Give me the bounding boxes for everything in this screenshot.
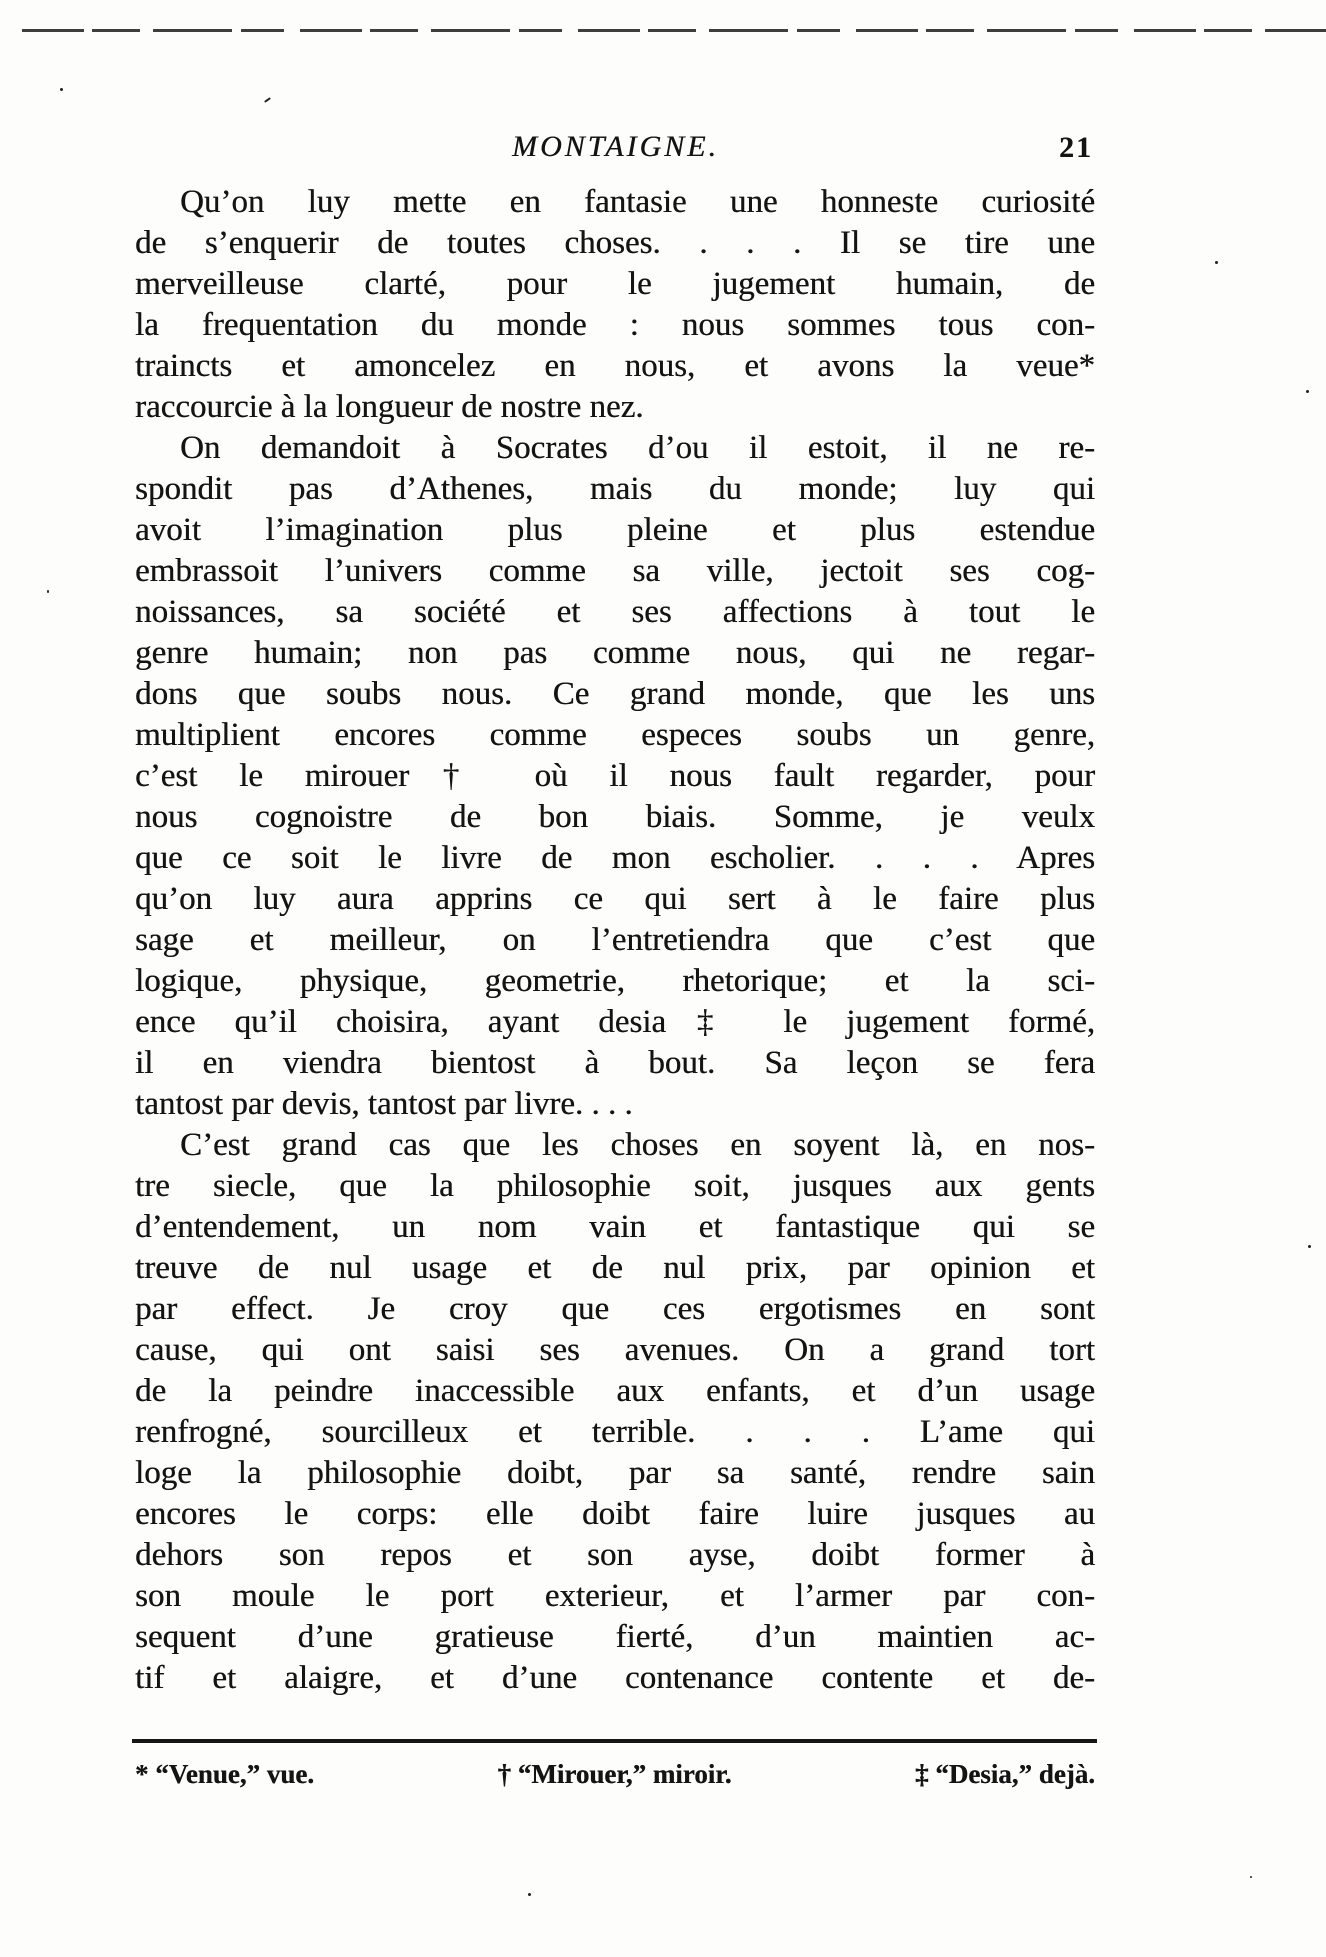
text-line: logique, physique, geometrie, rhetorique; et la sci- [135, 963, 1095, 999]
ink-speck [1306, 390, 1309, 393]
text-line: spondit pas d’Athenes, mais du monde; luy qui [135, 471, 1095, 507]
scan-edge-artifact [22, 29, 1326, 32]
text-line: son moule le port exterieur, et l’armer par con- [135, 1578, 1095, 1614]
text-line: raccourcie à la longueur de nostre nez. [135, 389, 644, 425]
ink-speck [47, 590, 49, 593]
text-line: ence qu’il choisira, ayant desia‡ le jugement formé, [135, 1004, 1095, 1040]
text-line: d’entendement, un nom vain et fantastique qui se [135, 1209, 1095, 1245]
text-line: c’est le mirouer† où il nous fault regarder, pour [135, 758, 1095, 794]
text-line: par effect. Je croy que ces ergotismes en sont [135, 1291, 1095, 1327]
text-line: sage et meilleur, on l’entretiendra que c’est que [135, 922, 1095, 958]
text-line: traincts et amoncelez en nous, et avons la veue* [135, 348, 1095, 384]
text-line: genre humain; non pas comme nous, qui ne regar- [135, 635, 1095, 671]
ink-speck [1308, 1245, 1311, 1248]
footnotes [135, 1759, 1095, 1790]
ink-speck [1215, 261, 1218, 264]
ink-speck [264, 97, 271, 103]
ink-speck [528, 1893, 531, 1896]
text-line: merveilleuse clarté, pour le jugement humain, de [135, 266, 1095, 302]
text-line: tif et alaigre, et d’une contenance contente et de- [135, 1660, 1095, 1696]
text-line: avoit l’imagination plus pleine et plus estendue [135, 512, 1095, 548]
text-line: de s’enquerir de toutes choses. . . . Il se tire une [135, 225, 1095, 261]
text-line: encores le corps: elle doibt faire luire jusques au [135, 1496, 1095, 1532]
page-number: 21 [1059, 131, 1093, 164]
body-text [135, 182, 1095, 1699]
footnote-mirouer: † “Mirouer,” miroir. [497, 1759, 732, 1789]
text-line: sequent d’une gratieuse fierté, d’un maintien ac- [135, 1619, 1095, 1655]
text-line: qu’on luy aura apprins ce qui sert à le faire plus [135, 881, 1095, 917]
text-line: Qu’on luy mette en fantasie une honneste curiosité [180, 184, 1095, 220]
text-line: On demandoit à Socrates d’ou il estoit, il ne re- [180, 430, 1095, 466]
text-line: de la peindre inaccessible aux enfants, et d’un usage [135, 1373, 1095, 1409]
text-line: dons que soubs nous. Ce grand monde, que les uns [135, 676, 1095, 712]
text-line: multiplient encores comme especes soubs un genre, [135, 717, 1095, 753]
text-line: noissances, sa société et ses affections à tout le [135, 594, 1095, 630]
footnote-venue: * “Venue,” vue. [135, 1759, 315, 1789]
text-line: loge la philosophie doibt, par sa santé, rendre sain [135, 1455, 1095, 1491]
text-line: cause, qui ont saisi ses avenues. On a grand tort [135, 1332, 1095, 1368]
text-line: que ce soit le livre de mon escholier. . . . Apres [135, 840, 1095, 876]
text-line: C’est grand cas que les choses en soyent là, en nos- [180, 1127, 1095, 1163]
footnote-rule [132, 1739, 1097, 1743]
text-line: tantost par devis, tantost par livre. . . . [135, 1086, 633, 1122]
running-title: MONTAIGNE. [512, 130, 719, 163]
footnote-desia: ‡ “Desia,” dejà. [915, 1759, 1095, 1789]
ink-speck [60, 88, 63, 91]
text-line: tre siecle, que la philosophie soit, jusques aux gents [135, 1168, 1095, 1204]
text-line: il en viendra bientost à bout. Sa leçon se fera [135, 1045, 1095, 1081]
text-line: embrassoit l’univers comme sa ville, jectoit ses cog- [135, 553, 1095, 589]
text-line: nous cognoistre de bon biais. Somme, je veulx [135, 799, 1095, 835]
text-line: dehors son repos et son ayse, doibt former à [135, 1537, 1095, 1573]
text-line: treuve de nul usage et de nul prix, par opinion et [135, 1250, 1095, 1286]
ink-speck [1250, 1876, 1252, 1878]
text-line: renfrogné, sourcilleux et terrible. . . . L’ame qui [135, 1414, 1095, 1450]
text-line: la frequentation du monde : nous sommes tous con- [135, 307, 1095, 343]
